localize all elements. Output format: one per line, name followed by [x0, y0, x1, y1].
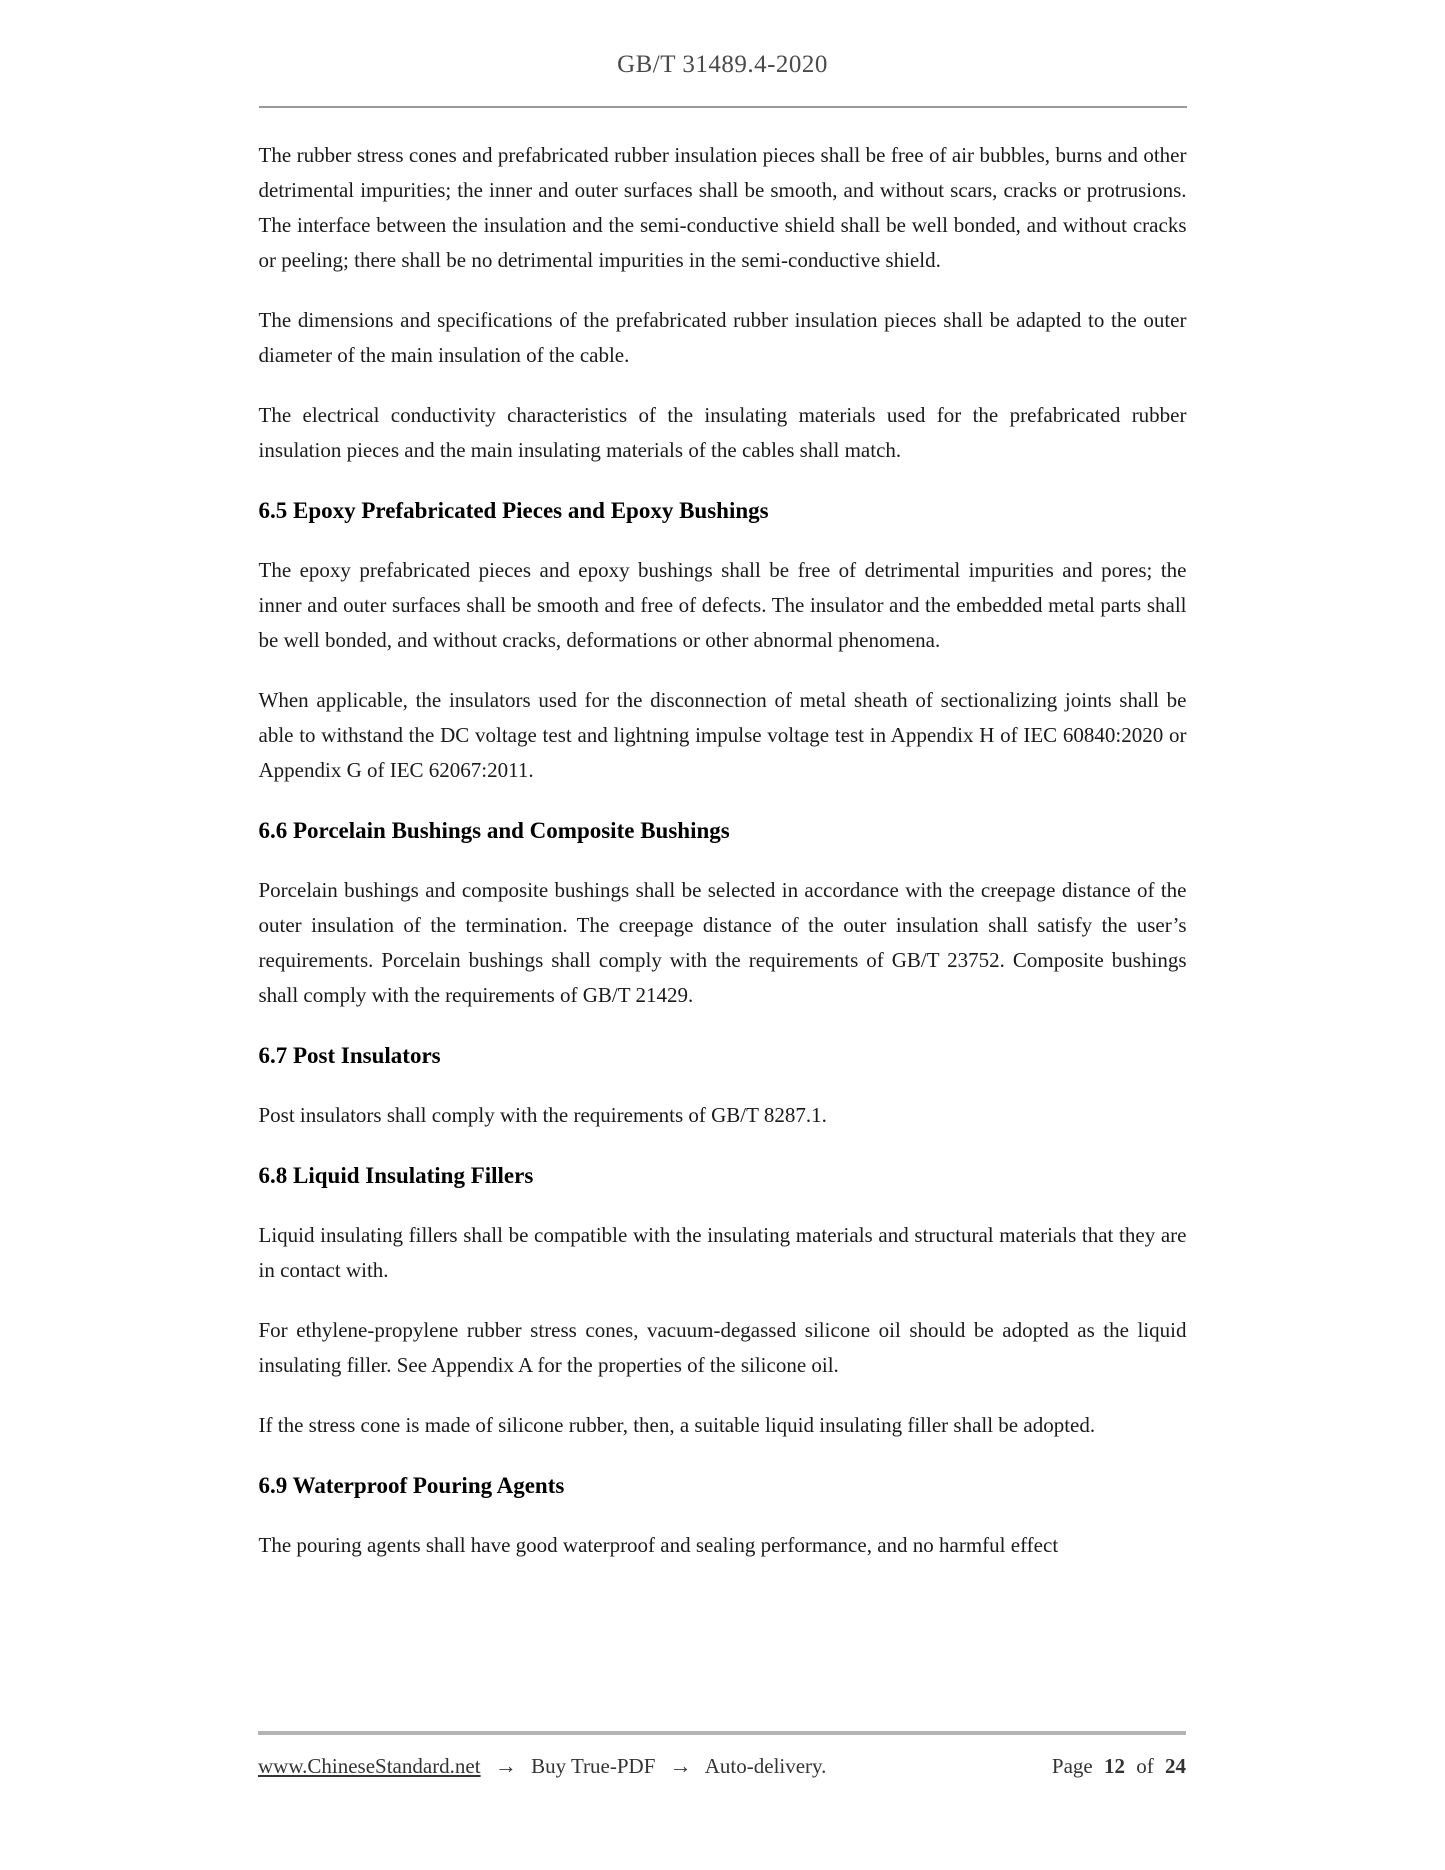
paragraph-pouring-agents: The pouring agents shall have good waterproof and sealing performance, and no harmful effect	[258, 1533, 1059, 1557]
page-header	[0, 0, 1445, 108]
paragraph-porcelain-bushings: Porcelain bushings and composite bushings shall be selected in accordance with the creepage distance of the outer insulation of the termination. The creepage distance of the outer insulation shall satisfy the user’s requirements. Porcelain bushings shall comply with the requirements of GB/T 23752. Composite bushings shall comply with the requirements of GB/T 21429.	[258, 878, 1187, 1007]
page-label: Page	[1051, 1754, 1093, 1778]
paragraph-electrical-conductivity: The electrical conductivity characteristics of the insulating materials used for the prefabricated rubber insulation pieces and the main insulating materials of the cables shall match.	[258, 403, 1187, 462]
paragraph-liquid-fillers-compatible: Liquid insulating fillers shall be compatible with the insulating materials and structural materials that they are in contact with.	[258, 1223, 1187, 1282]
paragraph-post-insulators: Post insulators shall comply with the requirements of GB/T 8287.1.	[258, 1103, 827, 1127]
paragraph-rubber-stress-cones: The rubber stress cones and prefabricated rubber insulation pieces shall be free of air bubbles, burns and other detrimental impurities; the inner and outer surfaces shall be smooth, and without scars, cracks or protrusions. The interface between the insulation and the semi-conductive shield shall be well bonded, and without cracks or peeling; there shall be no detrimental impurities in the semi-conductive shield.	[258, 143, 1187, 272]
document-title: GB/T 31489.4-2020	[617, 51, 828, 78]
total-page-number: 24	[1165, 1754, 1186, 1778]
paragraph-when-applicable: When applicable, the insulators used for the disconnection of metal sheath of sectionalizing joints shall be able to withstand the DC voltage test and lightning impulse voltage test in Appendix H of IEC 60840:2020 or Appendix G of IEC 62067:2011.	[258, 688, 1187, 782]
footer-buy-label: Buy True-PDF	[531, 1754, 656, 1778]
section-heading-6-9: 6.9 Waterproof Pouring Agents	[258, 1473, 565, 1498]
footer-delivery-label: Auto-delivery.	[704, 1754, 827, 1778]
paragraph-ethylene-propylene: For ethylene-propylene rubber stress cones, vacuum-degassed silicone oil should be adopted as the liquid insulating filler. See Appendix A for the properties of the silicone oil.	[258, 1318, 1187, 1377]
section-heading-6-6: 6.6 Porcelain Bushings and Composite Bushings	[258, 818, 730, 843]
arrow-right-icon: →	[494, 1753, 517, 1778]
footer-website-link[interactable]: www.ChineseStandard.net	[258, 1754, 481, 1778]
page-number-indicator	[1046, 1754, 1186, 1779]
footer-left	[258, 1753, 835, 1779]
header-divider	[259, 106, 1187, 108]
paragraph-silicone-rubber-filler: If the stress cone is made of silicone rubber, then, a suitable liquid insulating filler shall be adopted.	[258, 1413, 1096, 1437]
arrow-right-icon: →	[669, 1753, 692, 1778]
page-footer	[258, 1731, 1186, 1779]
section-heading-6-5: 6.5 Epoxy Prefabricated Pieces and Epoxy Bushings	[258, 498, 769, 523]
of-label: of	[1136, 1754, 1154, 1778]
paragraph-dimensions-specifications: The dimensions and specifications of the prefabricated rubber insulation pieces shall be adapted to the outer diameter of the main insulation of the cable.	[258, 308, 1187, 367]
document-body	[259, 138, 1187, 1563]
section-heading-6-8: 6.8 Liquid Insulating Fillers	[258, 1163, 534, 1188]
paragraph-epoxy-pieces: The epoxy prefabricated pieces and epoxy bushings shall be free of detrimental impurities and pores; the inner and outer surfaces shall be smooth and free of defects. The insulator and the embedded metal parts shall be well bonded, and without cracks, deformations or other abnormal phenomena.	[258, 558, 1187, 652]
section-heading-6-7: 6.7 Post Insulators	[258, 1043, 441, 1068]
current-page-number: 12	[1104, 1754, 1125, 1778]
